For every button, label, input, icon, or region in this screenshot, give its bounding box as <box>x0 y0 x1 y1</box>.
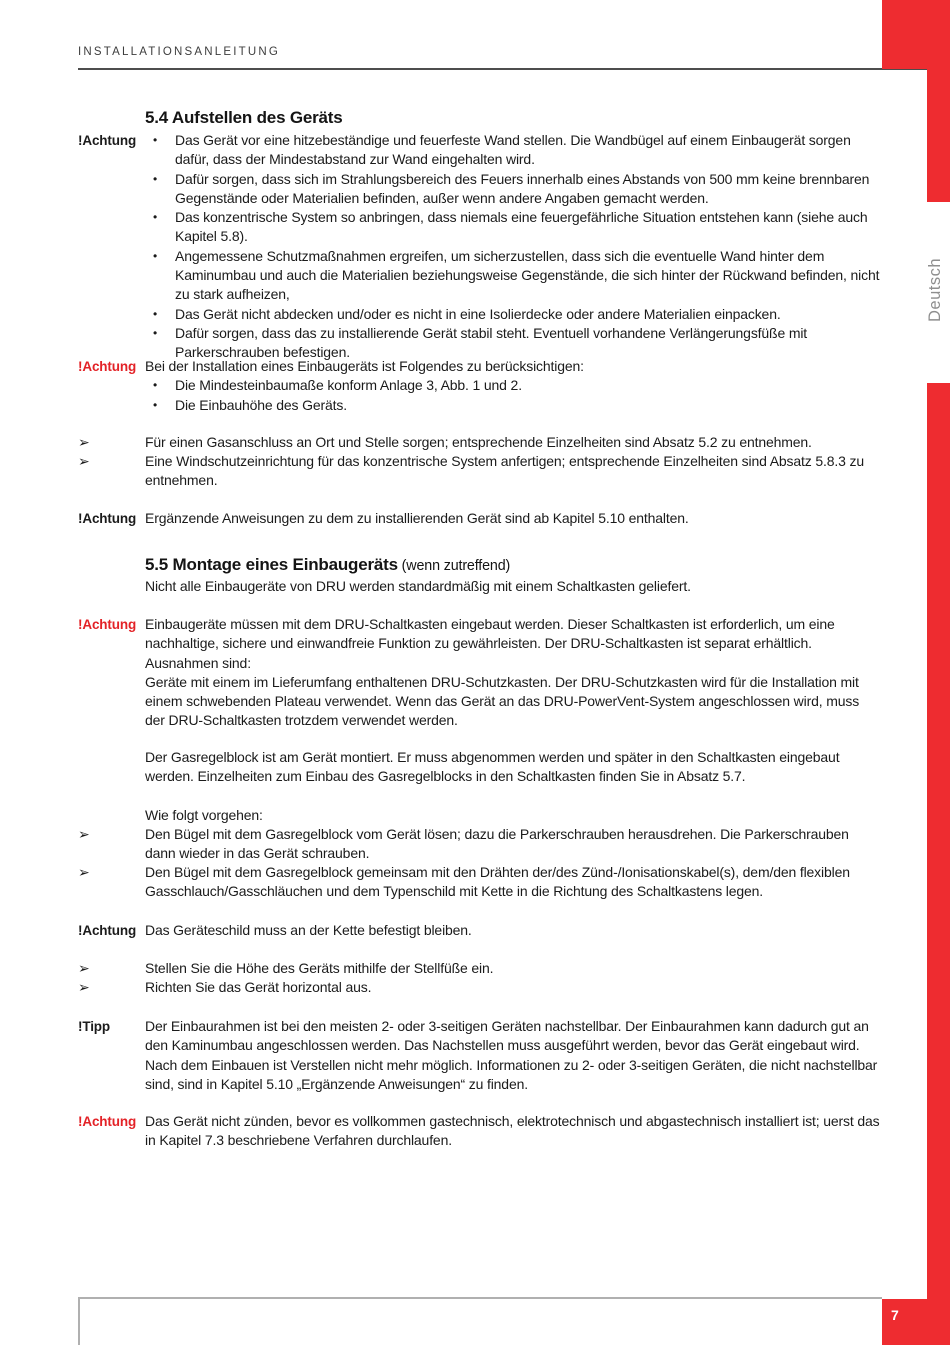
arrow-icon: ➢ <box>78 979 90 995</box>
list-item-text: Das Gerät vor eine hitzebeständige und feuerfeste Wand stellen. Die Wandbügel auf einem Einbaugerät sorgen dafür, dass der Mindestabstand zur Wand eingehalten wird. <box>175 132 851 168</box>
procedure-step <box>78 863 882 902</box>
section-5-5-heading <box>145 555 510 575</box>
procedure-intro: Wie folgt vorgehen: <box>145 807 263 823</box>
accent-bar-upper <box>927 69 950 202</box>
list-item-text: Die Mindesteinbaumaße konform Anlage 3, Abb. 1 und 2. <box>175 377 522 394</box>
arrow-icon: ➢ <box>78 960 90 976</box>
list-item <box>145 247 882 305</box>
warning-text: Geräte mit einem im Lieferumfang enthaltenen DRU-Schutzkasten. Der DRU-Schutzkasten wird für die Installation mit einem schwebenden Plateau verwendet. Wenn das Gerät an das DRU-PowerVent-System angeschlossen wird, muss der DRU-Schaltkasten trotzdem verwendet werden. <box>145 673 860 729</box>
footer-rule-left <box>78 1297 80 1345</box>
warning-text: Ausnahmen sind: <box>145 654 251 671</box>
list-item <box>145 396 882 415</box>
bullet-icon: • <box>153 171 158 186</box>
warning-block <box>78 357 882 415</box>
warning-label: !Achtung <box>78 617 137 632</box>
warning-content <box>145 357 882 415</box>
procedure-step <box>78 452 882 491</box>
step-text: Den Bügel mit dem Gasregelblock vom Gerät lösen; dazu die Parkerschrauben herausdrehen. Die Parkerschrauben dann wieder in das Gerät schrauben. <box>145 826 849 862</box>
procedure-step <box>78 825 882 864</box>
accent-bar-lower <box>927 383 950 1299</box>
warning-block <box>78 921 882 940</box>
section-5-5-heading-suffix: (wenn zutreffend) <box>397 558 511 574</box>
warning-label: !Achtung <box>78 359 137 374</box>
warning-block <box>78 509 882 528</box>
list-item-text: Das konzentrische System so anbringen, dass niemals eine feuergefährliche Situation entstehen kann (siehe auch Kapitel 5.8). <box>175 209 868 245</box>
page-header-title: INSTALLATIONSANLEITUNG <box>78 46 280 58</box>
list-item <box>145 376 882 395</box>
tip-text: Der Einbaurahmen ist bei den meisten 2- oder 3-seitigen Geräten nachstellbar. Der Einbaurahmen kann dadurch gut an den Kaminumbau angeschlossen werden. Das Nachstellen muss ausgeführt werden, bevor das Gerät eingebaut wird. Nach dem Einbauen ist Verstellen nicht mehr möglich. Informationen zu 2- oder 3-seitigen Geräten, die nicht nachstellbar sind, sind in Kapitel 5.10 „Ergänzende Anweisungen“ zu finden. <box>145 1018 878 1092</box>
warning-block <box>78 615 882 731</box>
arrow-icon: ➢ <box>78 434 90 450</box>
language-tab-label: Deutsch <box>926 257 944 323</box>
list-item-text: Dafür sorgen, dass das zu installierende Gerät stabil steht. Eventuell vorhandene Verlängerungsfüße mit Parkerschrauben befestigen. <box>175 324 808 361</box>
step-text: Richten Sie das Gerät horizontal aus. <box>145 979 372 995</box>
page-number-block <box>882 1299 950 1345</box>
warning-text: Einbaugeräte müssen mit dem DRU-Schaltkasten eingebaut werden. Dieser Schaltkasten ist erforderlich, um eine nachhaltige, sichere und einwandfreie Funktion zu gewährleisten. Der DRU-Schaltkasten ist separat erhältlich. <box>145 616 835 652</box>
list-item-text: Angemessene Schutzmaßnahmen ergreifen, um sicherzustellen, dass sich die eventuelle Wand hinter dem Kaminumbau und auch die Materialien beziehungsweise Gegenstände, die sich hinter der Rückwand befinden, nicht zu stark aufheizen, <box>175 247 880 303</box>
list-item <box>145 208 882 247</box>
accent-block-top <box>882 0 950 69</box>
bullet-icon: • <box>153 133 158 147</box>
section-5-5-intro: Nicht alle Einbaugeräte von DRU werden standardmäßig mit einem Schaltkasten geliefert. <box>145 578 691 594</box>
list-item-text: Das Gerät nicht abdecken und/oder es nicht in eine Isolierdecke oder andere Materialien einpacken. <box>175 305 781 322</box>
footer-rule <box>78 1297 882 1299</box>
step-text: Stellen Sie die Höhe des Geräts mithilfe der Stellfüße ein. <box>145 960 494 976</box>
arrow-icon: ➢ <box>78 864 90 880</box>
bullet-icon: • <box>153 210 158 225</box>
bullet-icon: • <box>153 325 158 340</box>
bullet-icon: • <box>153 248 158 263</box>
warning-content <box>145 131 882 363</box>
warning-text: Das Geräteschild muss an der Kette befestigt bleiben. <box>145 922 472 938</box>
warning-text: Das Gerät nicht zünden, bevor es vollkommen gastechnisch, elektrotechnisch und abgastechnisch installiert ist; uerst das in Kapitel 7.3 beschriebene Verfahren durchlaufen. <box>145 1113 880 1149</box>
header-rule <box>78 68 927 70</box>
warning-text: Ergänzende Anweisungen zu dem zu installierenden Gerät sind ab Kapitel 5.10 enthalten. <box>145 510 689 526</box>
warning-block <box>78 131 882 363</box>
list-item <box>145 170 882 209</box>
page-number: 7 <box>891 1307 899 1323</box>
list-item-text: Die Einbauhöhe des Geräts. <box>175 396 347 413</box>
warning-label: !Achtung <box>78 1114 137 1129</box>
tip-label: !Tipp <box>78 1019 110 1034</box>
paragraph-gasregelblock: Der Gasregelblock ist am Gerät montiert. Er muss abgenommen werden und später in den Schaltkasten eingebaut werden. Einzelheiten zum Einbau des Gasregelblocks in den Schaltkasten finden Sie in Absatz 5.7. <box>145 749 840 785</box>
tip-block <box>78 1017 882 1094</box>
arrow-icon: ➢ <box>78 826 90 842</box>
bullet-icon: • <box>153 306 158 321</box>
step-text: Den Bügel mit dem Gasregelblock gemeinsam mit den Drähten der/des Zünd-/Ionisationskabel(s), dem/den flexiblen Gasschlauch/Gasschläuchen und dem Typenschild mit Kette in die Richtung des Schaltkastens legen. <box>145 864 850 900</box>
warning-label: !Achtung <box>78 923 137 938</box>
arrow-icon: ➢ <box>78 453 90 469</box>
list-item <box>145 305 882 324</box>
warning-label: !Achtung <box>78 511 137 526</box>
bullet-icon: • <box>153 378 158 393</box>
procedure-step <box>78 433 882 452</box>
section-5-4-heading: 5.4 Aufstellen des Geräts <box>145 108 343 127</box>
procedure-step <box>78 978 882 997</box>
warning-intro: Bei der Installation eines Einbaugeräts ist Folgendes zu berücksichtigen: <box>145 358 584 374</box>
warning-block <box>78 1112 882 1151</box>
bullet-icon: • <box>153 397 158 412</box>
procedure-step <box>78 959 882 978</box>
step-text: Für einen Gasanschluss an Ort und Stelle sorgen; entsprechende Einzelheiten sind Absatz 5.2 zu entnehmen. <box>145 434 812 450</box>
section-5-5-heading-text: 5.5 Montage eines Einbaugeräts <box>145 555 398 574</box>
step-text: Eine Windschutzeinrichtung für das konzentrische System anfertigen; entsprechende Einzelheiten sind Absatz 5.8.3 zu entnehmen. <box>145 453 864 489</box>
list-item <box>145 131 882 170</box>
list-item-text: Dafür sorgen, dass sich im Strahlungsbereich des Feuers innerhalb eines Abstands von 500 mm keine brennbaren Gegenstände oder Materialien befinden, außer wenn andere Angaben gemacht werden. <box>175 170 870 206</box>
warning-content <box>145 615 882 731</box>
warning-label: !Achtung <box>78 133 137 148</box>
